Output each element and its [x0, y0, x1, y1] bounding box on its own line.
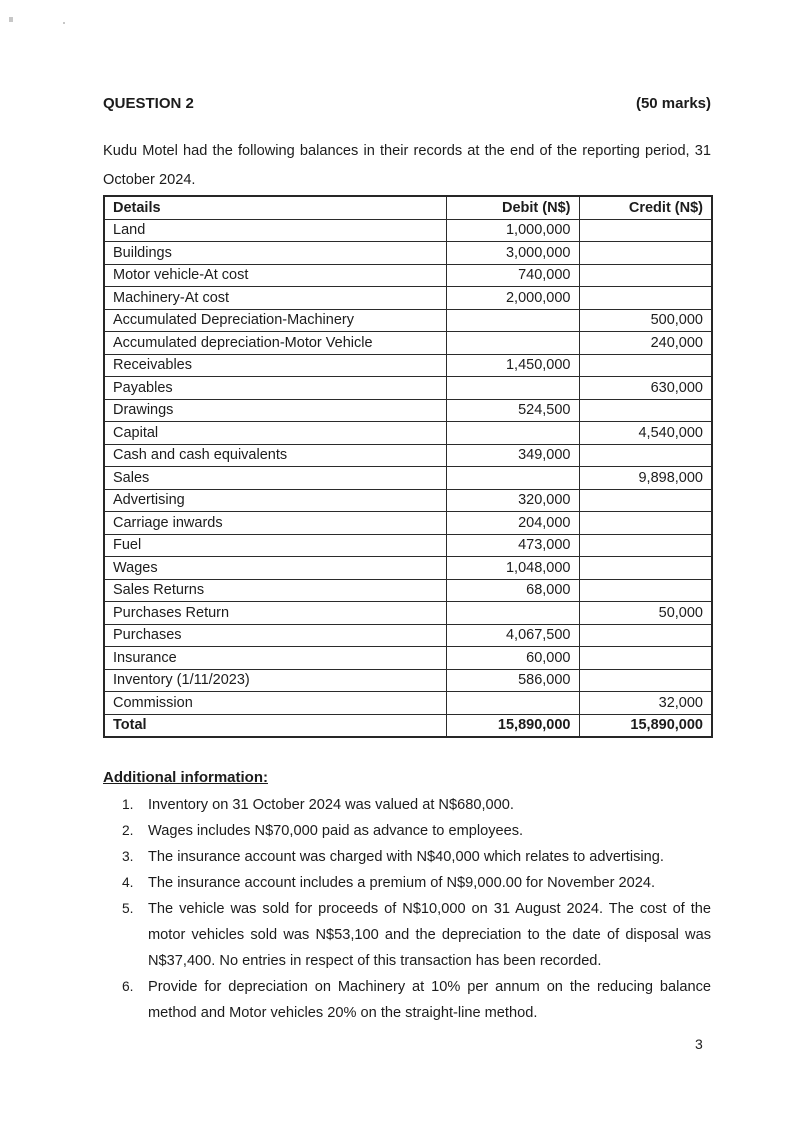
row-details: Accumulated depreciation-Motor Vehicle — [104, 332, 446, 355]
page-number: 3 — [695, 1036, 703, 1052]
table-row — [104, 647, 712, 670]
column-header-credit: Credit (N$) — [579, 196, 712, 219]
table-row — [104, 332, 712, 355]
row-credit — [579, 579, 712, 602]
additional-info-list — [103, 792, 711, 1026]
table-header-row — [104, 196, 712, 219]
row-details: Payables — [104, 377, 446, 400]
list-item-text: The vehicle was sold for proceeds of N$10,000 on 31 August 2024. The cost of the motor vehicles sold was N$53,100 and the depreciation to the date of disposal was N$37,400. No entries in respect of this transaction has been recorded. — [148, 901, 711, 969]
row-credit — [579, 489, 712, 512]
row-credit — [579, 624, 712, 647]
row-debit: 740,000 — [446, 264, 579, 287]
total-label: Total — [104, 714, 446, 737]
table-row — [104, 602, 712, 625]
table-row — [104, 309, 712, 332]
additional-information-section — [103, 769, 711, 1026]
table-row — [104, 557, 712, 580]
row-debit — [446, 467, 579, 490]
row-credit — [579, 399, 712, 422]
question-header — [103, 96, 711, 112]
row-debit: 2,000,000 — [446, 287, 579, 310]
row-details: Purchases — [104, 624, 446, 647]
row-credit — [579, 242, 712, 265]
table-row — [104, 579, 712, 602]
row-details: Commission — [104, 692, 446, 715]
row-details: Insurance — [104, 647, 446, 670]
row-details: Drawings — [104, 399, 446, 422]
list-item-number: 2. — [122, 823, 134, 838]
row-debit: 1,048,000 — [446, 557, 579, 580]
table-row — [104, 242, 712, 265]
row-credit — [579, 669, 712, 692]
table-row — [104, 669, 712, 692]
list-item-text: The insurance account was charged with N$40,000 which relates to advertising. — [148, 849, 664, 865]
table-row — [104, 264, 712, 287]
row-details: Accumulated Depreciation-Machinery — [104, 309, 446, 332]
total-debit: 15,890,000 — [446, 714, 579, 737]
row-credit — [579, 219, 712, 242]
table-row — [104, 219, 712, 242]
total-credit: 15,890,000 — [579, 714, 712, 737]
row-debit: 473,000 — [446, 534, 579, 557]
row-details: Advertising — [104, 489, 446, 512]
row-credit — [579, 287, 712, 310]
table-row — [104, 534, 712, 557]
row-credit — [579, 647, 712, 670]
row-details: Inventory (1/11/2023) — [104, 669, 446, 692]
row-debit — [446, 377, 579, 400]
column-header-details: Details — [104, 196, 446, 219]
row-credit — [579, 557, 712, 580]
list-item — [103, 896, 711, 974]
row-credit: 500,000 — [579, 309, 712, 332]
marks-label: (50 marks) — [635, 95, 711, 112]
row-credit — [579, 534, 712, 557]
table-body — [104, 219, 712, 714]
balances-table — [103, 195, 713, 738]
row-credit: 9,898,000 — [579, 467, 712, 490]
row-details: Land — [104, 219, 446, 242]
table-row — [104, 377, 712, 400]
column-header-debit: Debit (N$) — [446, 196, 579, 219]
row-credit — [579, 512, 712, 535]
row-details: Motor vehicle-At cost — [104, 264, 446, 287]
row-details: Buildings — [104, 242, 446, 265]
table-row — [104, 624, 712, 647]
row-details: Fuel — [104, 534, 446, 557]
row-credit: 32,000 — [579, 692, 712, 715]
list-item-number: 4. — [122, 875, 134, 890]
row-debit: 1,450,000 — [446, 354, 579, 377]
row-debit: 60,000 — [446, 647, 579, 670]
table-row — [104, 399, 712, 422]
row-credit — [579, 264, 712, 287]
list-item-text: Provide for depreciation on Machinery at 10% per annum on the reducing balance method and Motor vehicles 20% on the straight-line method. — [148, 979, 711, 1021]
row-details: Capital — [104, 422, 446, 445]
scan-speck — [63, 22, 65, 24]
list-item-number: 1. — [122, 797, 134, 812]
table-total-row — [104, 714, 712, 737]
row-credit — [579, 354, 712, 377]
page-content — [103, 0, 711, 1026]
row-details: Carriage inwards — [104, 512, 446, 535]
row-debit: 320,000 — [446, 489, 579, 512]
row-debit — [446, 422, 579, 445]
row-debit: 68,000 — [446, 579, 579, 602]
row-debit: 586,000 — [446, 669, 579, 692]
list-item-number: 6. — [122, 979, 134, 994]
row-details: Sales — [104, 467, 446, 490]
row-debit: 349,000 — [446, 444, 579, 467]
row-debit — [446, 602, 579, 625]
list-item-text: The insurance account includes a premium of N$9,000.00 for November 2024. — [148, 875, 656, 891]
row-debit: 4,067,500 — [446, 624, 579, 647]
question-title: QUESTION 2 — [103, 95, 194, 112]
row-debit — [446, 332, 579, 355]
row-details: Receivables — [104, 354, 446, 377]
list-item — [103, 818, 711, 844]
table-row — [104, 422, 712, 445]
table-row — [104, 287, 712, 310]
list-item-number: 5. — [122, 901, 134, 916]
row-debit — [446, 692, 579, 715]
row-debit: 1,000,000 — [446, 219, 579, 242]
list-item-text: Wages includes N$70,000 paid as advance to employees. — [148, 823, 524, 839]
scan-speck — [9, 17, 13, 22]
row-credit: 50,000 — [579, 602, 712, 625]
table-row — [104, 444, 712, 467]
row-details: Purchases Return — [104, 602, 446, 625]
list-item-text: Inventory on 31 October 2024 was valued at N$680,000. — [148, 797, 514, 813]
row-debit — [446, 309, 579, 332]
additional-information-heading: Additional information: — [103, 769, 268, 786]
table-row — [104, 467, 712, 490]
row-debit: 3,000,000 — [446, 242, 579, 265]
row-details: Sales Returns — [104, 579, 446, 602]
row-credit: 630,000 — [579, 377, 712, 400]
table-row — [104, 489, 712, 512]
row-details: Cash and cash equivalents — [104, 444, 446, 467]
table-row — [104, 512, 712, 535]
list-item — [103, 844, 711, 870]
table-row — [104, 692, 712, 715]
row-credit: 240,000 — [579, 332, 712, 355]
list-item — [103, 870, 711, 896]
row-credit: 4,540,000 — [579, 422, 712, 445]
list-item — [103, 974, 711, 1026]
row-debit: 204,000 — [446, 512, 579, 535]
list-item-number: 3. — [122, 849, 134, 864]
row-details: Machinery-At cost — [104, 287, 446, 310]
table-row — [104, 354, 712, 377]
row-debit: 524,500 — [446, 399, 579, 422]
intro-paragraph: Kudu Motel had the following balances in their records at the end of the reporting period, 31 October 2024. — [103, 143, 711, 188]
row-credit — [579, 444, 712, 467]
list-item — [103, 792, 711, 818]
row-details: Wages — [104, 557, 446, 580]
